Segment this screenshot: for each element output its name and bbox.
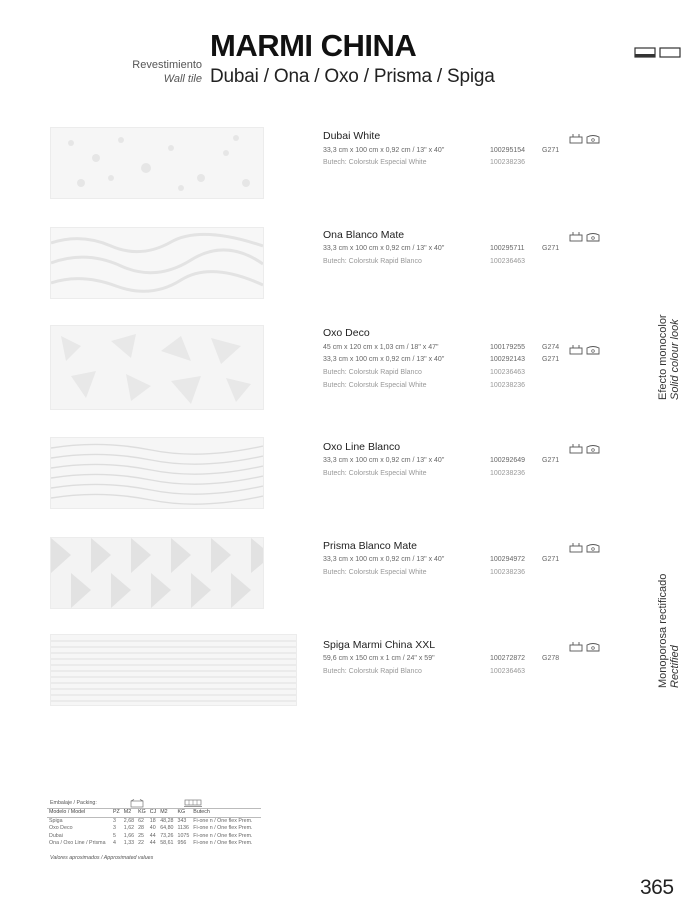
packing-cell: 3 [113,825,116,832]
pallet-icon [183,795,203,804]
wall-tile-icon [569,134,601,144]
packing-cell: 343 [177,817,187,824]
product-name: Prisma Blanco Mate [323,540,417,552]
side-label-es: Efecto monocolor [657,314,669,400]
packing-cell: 73,26 [160,832,174,839]
side-label-es: Monoporosa rectificado [657,573,669,688]
packing-cell: Fi-one n / One flex Prem. [193,825,253,832]
product-name: Ona Blanco Mate [323,229,405,241]
product-spec: 33,3 cm x 100 cm x 0,92 cm / 13" x 40" [323,457,445,464]
box-icon [130,795,144,804]
product-icons [569,441,601,451]
product-code: 100292143 [490,356,526,363]
packing-cell: 22 [138,840,144,847]
product-spec: 33,3 cm x 100 cm x 0,92 cm / 13" x 40" [323,556,445,563]
side-label-en: Solid colour look [669,319,681,400]
product-name: Dubai White [323,130,381,142]
packing-title: Embalaje / Packing: [50,800,97,806]
product-grout-code: 100236463 [490,668,526,675]
packing-header-cell: PZ [111,809,122,818]
product-name: Oxo Line Blanco [323,441,401,453]
wall-tile-icon [569,642,601,652]
product-icons [569,229,601,239]
label-english: Wall tile [163,73,202,85]
product-spec: 33,3 cm x 100 cm x 0,92 cm / 13" x 40" [323,356,445,363]
packing-cell: 40 [149,825,156,832]
packing-cell: 18 [149,817,156,824]
packing-cell: 44 [149,840,156,847]
product-spec: 45 cm x 120 cm x 1,03 cm / 18" x 47" [323,344,439,351]
packing-cell: Dubai [49,832,63,839]
tile-image-dubai [50,127,264,199]
product-code: 100295711 [490,245,525,252]
packing-header-cell: M2 [158,809,175,818]
packing-cell: 1,62 [123,825,135,832]
product-ref: G271 [542,356,560,363]
wall-tile-icon [569,232,601,242]
packing-cell: Ona / Oxo Line / Prisma [49,840,106,847]
table-row [47,840,261,848]
packing-header-cell: Modelo / Model [47,809,111,818]
packing-header-row [47,809,261,818]
product-grout: Butech: Colorstuk Rapid Blanco [323,668,422,675]
wall-tile-icon [569,345,601,355]
product-grout-code: 100238236 [490,159,526,166]
packing-header-cell: Butech [191,809,261,818]
packing-cell: 1,66 [123,832,135,839]
packing-cell: 62 [138,817,144,824]
packing-cell: 64,80 [160,825,174,832]
page-subtitle: Dubai / Ona / Oxo / Prisma / Spiga [210,66,495,87]
packing-header-cell: M2 [122,809,136,818]
packing-cell: 1136 [177,825,189,832]
label-spanish: Revestimiento [132,59,202,71]
tile-image-prisma [50,537,264,609]
packing-cell: 58,61 [160,840,174,847]
product-ref: G271 [542,147,560,154]
packing-cell: Oxo Deco [49,825,73,832]
product-grout-code: 100236463 [490,258,526,265]
product-icons [569,131,601,141]
product-grout-code: 100238236 [490,470,526,477]
product-code: 100292649 [490,457,526,464]
product-grout: Butech: Colorstuk Rapid Blanco [323,369,422,376]
product-ref: G271 [542,245,560,252]
packing-cell: Fi-one n / One flex Prem. [193,840,253,847]
product-spec: 33,3 cm x 100 cm x 0,92 cm / 13" x 40" [323,245,445,252]
tile-image-oxo-line [50,437,264,509]
packing-header-cell: KG [176,809,192,818]
tile-image-ona [50,227,264,299]
product-code: 100272872 [490,655,526,662]
page-number: 365 [640,876,674,899]
product-ref: G274 [542,344,560,351]
packing-cell: Spiga [49,817,63,824]
product-icons [569,540,601,550]
packing-cell: Fi-one n / One flex Prem. [193,817,253,824]
packing-cell: Fi-one n / One flex Prem. [193,832,253,839]
product-grout: Butech: Colorstuk Especial White [323,382,427,389]
packing-cell: 48,28 [160,817,174,824]
product-ref: G278 [542,655,560,662]
product-grout-code: 100238236 [490,569,526,576]
side-label-rectified [657,574,681,688]
packing-cell: 2,68 [123,817,135,824]
product-icons [569,342,601,352]
packing-cell: 3 [113,817,116,824]
product-code: 100179255 [490,344,526,351]
product-code: 100294972 [490,556,526,563]
product-code: 100295154 [490,147,526,154]
product-spec: 59,6 cm x 150 cm x 1 cm / 24" x 59" [323,655,435,662]
side-label-en: Rectified [669,645,681,688]
table-row [47,817,261,825]
packing-note: Valores aproximados / Approximated values [50,855,154,861]
packing-cell: 5 [113,832,116,839]
packing-cell: 25 [138,832,144,839]
side-label-solid-colour [657,314,681,400]
wall-tile-icon [569,543,601,553]
product-grout-code: 100236463 [490,369,526,376]
packing-cell: 956 [177,840,187,847]
table-row [47,833,261,841]
packing-cell: 4 [113,840,116,847]
packing-header-cell: KG [136,809,148,818]
packing-cell: 28 [138,825,144,832]
product-grout: Butech: Colorstuk Especial White [323,569,427,576]
product-name: Oxo Deco [323,327,370,339]
wall-tile-icon [569,444,601,454]
product-grout: Butech: Colorstuk Rapid Blanco [323,258,422,265]
product-ref: G271 [542,457,560,464]
product-spec: 33,3 cm x 100 cm x 0,92 cm / 13" x 40" [323,147,445,154]
packing-cell: 1,33 [123,840,135,847]
product-icons [569,639,601,649]
packing-table [47,808,261,848]
tile-image-spiga [50,634,297,706]
packing-cell: 1075 [177,832,190,839]
packing-header-cell: CJ [148,809,158,818]
tile-image-oxo-deco [50,325,264,410]
page-title: MARMI CHINA [210,28,417,63]
packing-cell: 44 [149,832,156,839]
product-name: Spiga Marmi China XXL [323,639,436,651]
product-grout: Butech: Colorstuk Especial White [323,470,427,477]
format-icon [634,46,682,58]
product-grout: Butech: Colorstuk Especial White [323,159,427,166]
table-row [47,825,261,833]
product-grout-code: 100238236 [490,382,526,389]
product-ref: G271 [542,556,560,563]
